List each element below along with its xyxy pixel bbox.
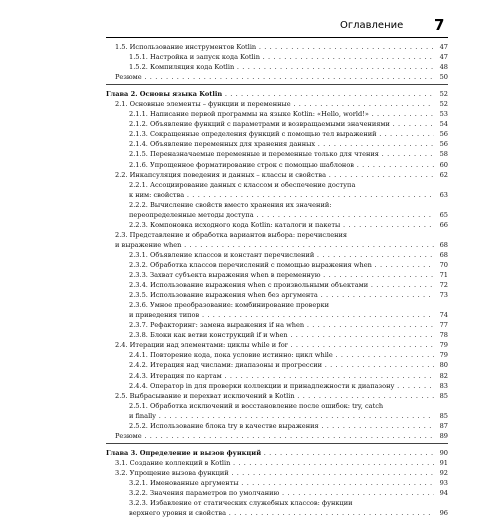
toc-entry-page: 65 — [437, 210, 448, 220]
toc-entry-title — [115, 240, 434, 250]
toc-entry — [106, 260, 448, 270]
toc-entry-page: 68 — [437, 240, 448, 250]
toc-entry — [106, 381, 448, 391]
toc-entry-text: 2.3.1. Объявление классов и констант перечислений — [129, 250, 315, 259]
toc-entry-title — [129, 411, 434, 421]
toc-entry — [106, 320, 448, 330]
toc-entry — [106, 310, 448, 320]
separator-rule — [106, 443, 448, 444]
toc-entry — [106, 180, 448, 190]
toc-entry-page: 83 — [437, 381, 448, 391]
toc-entry-title — [129, 180, 434, 190]
toc-entry-title — [115, 431, 434, 441]
toc-entry-text: 2.1.4. Объявление переменных для хранения данных — [129, 140, 316, 149]
toc-entry-title — [129, 210, 434, 220]
toc-entry-text: верхнего уровня и свойства — [129, 509, 227, 518]
chapter-separator — [106, 441, 448, 448]
toc-entry — [106, 468, 448, 478]
toc-entry-text: 3.2.2. Значения параметров по умолчанию — [129, 489, 280, 498]
toc-entry — [106, 250, 448, 260]
toc-entry-text: и выражение when — [115, 240, 182, 249]
toc-entry-text: 2.1.1. Написание первой программы на языке Kotlin: «Hello, world!» — [129, 110, 369, 119]
toc-entry-title — [129, 421, 434, 431]
toc-entry-text: 3.2.1. Именованные аргументы — [129, 478, 239, 487]
toc-entry-page: 48 — [437, 62, 448, 72]
toc-entry-title — [115, 468, 434, 478]
toc-entry-title — [129, 62, 434, 72]
toc-entry-page: 47 — [437, 52, 448, 62]
toc-entry-text: 2.3.4. Использование выражения when с произвольными объектами — [129, 281, 369, 290]
toc-entry-page: 82 — [437, 371, 448, 381]
toc-entry-text: 2.3.2. Обработка классов перечислений с помощью выражения when — [129, 260, 372, 269]
toc-entry-page: 58 — [437, 149, 448, 159]
toc-entry-title — [129, 200, 434, 210]
toc-entry-page: 47 — [437, 42, 448, 52]
toc-entry-text: 2.1.2. Объявление функций с параметрами и возвращаемыми значениями — [129, 120, 390, 129]
toc-entry-title — [115, 230, 434, 240]
toc-entry-text: 2.4.4. Оператор in для проверки коллекции и принадлежности к диапазону — [129, 381, 395, 390]
toc-entry-page: 79 — [437, 350, 448, 360]
toc-entry-page: 56 — [437, 139, 448, 149]
toc-entry — [106, 240, 448, 250]
toc-entry-text: 3.2.3. Избавление от статических служебных классов: функции — [129, 499, 353, 508]
toc-entry — [106, 411, 448, 421]
toc-entry-title — [129, 52, 434, 62]
toc-entry-title — [129, 508, 434, 518]
toc-entry — [106, 488, 448, 498]
toc-entry-page: 85 — [437, 411, 448, 421]
toc-entry-text: переопределенные методы доступа — [129, 210, 254, 219]
toc-entry-text: 2.1.3. Сокращенные определения функций с помощью тел выражений — [129, 130, 377, 139]
toc-entry-page: 73 — [437, 290, 448, 300]
toc-entry-text: Глава 3. Определение и вызов функций — [106, 448, 262, 457]
toc-entry — [106, 139, 448, 149]
toc-entry — [106, 421, 448, 431]
toc-entry-title — [129, 300, 434, 310]
toc-entry-title — [129, 478, 434, 488]
toc-entry-page: 72 — [437, 280, 448, 290]
toc-entry — [106, 360, 448, 370]
toc-entry — [106, 42, 448, 52]
header-rule — [106, 37, 448, 38]
toc-entry-text: 2.4.3. Итерация по картам — [129, 371, 222, 380]
toc-entry-text: 2.5.2. Использование блока try в качестве выражения — [129, 421, 319, 430]
toc-entry-page: 91 — [437, 458, 448, 468]
toc-entry-text: и finally — [129, 411, 157, 420]
toc-entry-page: 90 — [437, 448, 448, 458]
toc-entry-text: 2.3.6. Умное преобразование: комбинирование проверки — [129, 301, 329, 310]
toc-entry-title — [129, 401, 434, 411]
toc-entry-text: 1.5.2. Компиляция кода Kotlin — [129, 63, 235, 72]
toc-entry — [106, 99, 448, 109]
toc-entry-page: 68 — [437, 250, 448, 260]
toc-entry-title — [129, 360, 434, 370]
toc-entry-text: 2.1.5. Переназначаемые переменные и переменные только для чтения — [129, 150, 379, 159]
toc-entry-text: 2.1. Основные элементы – функции и переменные — [115, 100, 291, 109]
toc-entry-title — [129, 310, 434, 320]
toc-entry-title — [129, 109, 434, 119]
toc-entry-page: 52 — [437, 89, 448, 99]
toc-entry-title — [129, 160, 434, 170]
toc-entry-page: 79 — [437, 340, 448, 350]
toc-entry-title — [129, 220, 434, 230]
toc-entry — [106, 220, 448, 230]
toc-entry — [106, 431, 448, 441]
toc-entry — [106, 350, 448, 360]
toc-entry — [106, 401, 448, 411]
toc-entry-title — [115, 458, 434, 468]
toc-entry-title — [129, 250, 434, 260]
toc-entry-title — [129, 290, 434, 300]
page-number: 7 — [434, 16, 445, 34]
toc-entry-page: 92 — [437, 468, 448, 478]
toc-entry-page: 74 — [437, 310, 448, 320]
toc-entry — [106, 62, 448, 72]
toc-entry-page: 60 — [437, 160, 448, 170]
chapter-separator — [106, 82, 448, 89]
toc-entry-title — [129, 260, 434, 270]
table-of-contents — [106, 42, 448, 518]
toc-entry-page: 80 — [437, 360, 448, 370]
toc-entry — [106, 330, 448, 340]
toc-entry-title — [115, 391, 434, 401]
toc-entry-page: 78 — [437, 330, 448, 340]
toc-entry-text: 3.2. Упрощение вызова функций — [115, 468, 229, 477]
toc-entry-page: 63 — [437, 190, 448, 200]
toc-entry-text: 2.5. Выбрасывание и перехват исключений в Kotlin — [115, 391, 295, 400]
toc-entry-text: 2.4.1. Повторение кода, пока условие истинно: цикл while — [129, 351, 333, 360]
toc-entry — [106, 170, 448, 180]
toc-entry-text: 2.1.6. Упрощенное форматирование строк с помощью шаблонов — [129, 160, 355, 169]
toc-entry-title — [129, 488, 434, 498]
toc-entry — [106, 129, 448, 139]
toc-entry-page: 89 — [437, 431, 448, 441]
toc-entry-text: Глава 2. Основы языка Kotlin — [106, 90, 223, 99]
toc-entry-title — [115, 170, 434, 180]
toc-entry-page: 87 — [437, 421, 448, 431]
toc-entry — [106, 478, 448, 488]
toc-entry-title — [115, 72, 434, 82]
toc-entry — [106, 280, 448, 290]
toc-entry — [106, 119, 448, 129]
toc-entry-text: 1.5. Использование инструментов Kotlin — [115, 43, 257, 51]
toc-entry-text: 2.5.1. Обработка исключений и восстановление после ошибок: try, catch — [129, 401, 384, 410]
toc-entry-title — [115, 99, 434, 109]
toc-entry-title — [129, 330, 434, 340]
toc-entry-text: 2.4. Итерации над элементами: циклы while и for — [115, 341, 288, 350]
toc-entry-text: 2.3.5. Использование выражения when без аргумента — [129, 291, 318, 300]
toc-entry — [106, 290, 448, 300]
toc-entry-text: 2.3. Представление и обработка вариантов выбора: перечисления — [115, 230, 348, 239]
toc-entry-text: 2.4.2. Итерация над числами: диапазоны и прогрессии — [129, 361, 323, 370]
toc-entry-text: Резюме — [115, 73, 142, 82]
toc-entry — [106, 340, 448, 350]
toc-entry — [106, 52, 448, 62]
toc-entry-text: 2.3.8. Блоки как ветви конструкций if и when — [129, 331, 288, 340]
toc-entry-text: 1.5.1. Настройка и запуск кода Kotlin — [129, 53, 260, 62]
toc-entry — [106, 391, 448, 401]
toc-entry-page: 96 — [437, 508, 448, 518]
toc-chapter-entry — [106, 89, 448, 99]
separator-rule — [106, 84, 448, 85]
toc-entry-page: 50 — [437, 72, 448, 82]
toc-entry-page: 62 — [437, 170, 448, 180]
running-header-title: Оглавление — [340, 20, 404, 31]
toc-entry — [106, 270, 448, 280]
toc-entry — [106, 72, 448, 82]
toc-entry-title — [129, 149, 434, 159]
toc-entry-text: и приведения типов — [129, 311, 200, 320]
toc-entry-page: 52 — [437, 99, 448, 109]
toc-entry-page: 71 — [437, 270, 448, 280]
toc-entry-page: 54 — [437, 119, 448, 129]
toc-entry-text: 2.2.3. Компоновка исходного кода Kotlin: каталоги и пакеты — [129, 220, 341, 229]
toc-entry — [106, 210, 448, 220]
toc-entry — [106, 508, 448, 518]
toc-entry — [106, 371, 448, 381]
toc-entry-title — [129, 280, 434, 290]
toc-entry-title — [129, 381, 434, 391]
toc-entry-title — [129, 119, 434, 129]
toc-entry-title — [106, 89, 434, 99]
toc-entry — [106, 160, 448, 170]
toc-entry-title — [129, 139, 434, 149]
toc-entry-page: 70 — [437, 260, 448, 270]
toc-entry-text: 3.1. Создание коллекций в Kotlin — [115, 458, 231, 467]
toc-entry-title — [129, 350, 434, 360]
toc-entry-page: 56 — [437, 129, 448, 139]
toc-entry — [106, 200, 448, 210]
toc-entry — [106, 458, 448, 468]
toc-entry-text: к ним: свойства — [129, 190, 185, 199]
toc-entry-title — [129, 190, 434, 200]
toc-entry-text: 2.2.1. Ассоциирование данных с классом и обеспечение доступа — [129, 180, 356, 189]
toc-entry — [106, 230, 448, 240]
toc-entry-page: 77 — [437, 320, 448, 330]
toc-entry-text: 2.3.3. Захват субъекта выражения when в переменную — [129, 271, 321, 280]
toc-entry-title — [115, 340, 434, 350]
toc-entry — [106, 190, 448, 200]
toc-entry-title — [129, 129, 434, 139]
toc-entry — [106, 109, 448, 119]
toc-entry-title — [106, 448, 434, 458]
toc-entry-text: 2.2. Инкапсуляция поведения и данных – классы и свойства — [115, 170, 327, 179]
toc-entry-page: 94 — [437, 488, 448, 498]
toc-entry-title — [115, 42, 434, 52]
toc-entry-text: Резюме — [115, 431, 142, 440]
toc-entry — [106, 300, 448, 310]
toc-entry-text: 2.3.7. Рефакторинг: замена выражения if на when — [129, 321, 305, 330]
toc-entry — [106, 149, 448, 159]
toc-entry-title — [129, 320, 434, 330]
toc-chapter-entry — [106, 448, 448, 458]
toc-entry-title — [129, 270, 434, 280]
toc-entry-text: 2.2.2. Вычисление свойств вместо хранения их значений: — [129, 200, 332, 209]
toc-entry-page: 66 — [437, 220, 448, 230]
toc-entry-page: 53 — [437, 109, 448, 119]
toc-entry-page: 93 — [437, 478, 448, 488]
toc-entry-title — [129, 371, 434, 381]
toc-entry-page: 85 — [437, 391, 448, 401]
